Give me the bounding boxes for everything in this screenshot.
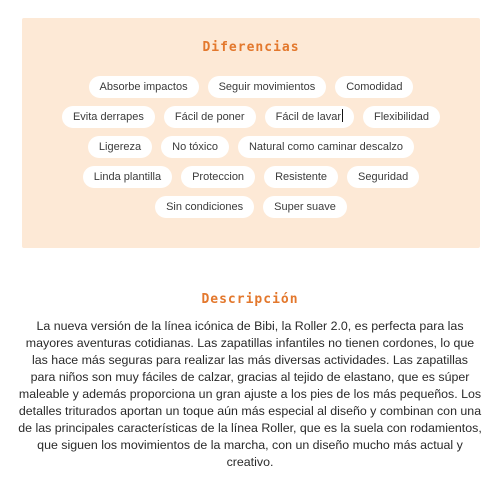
chip-evita-derrapes[interactable]: Evita derrapes [62,106,155,128]
differences-panel [22,18,480,248]
chip-resistente[interactable]: Resistente [264,166,338,188]
description-body: La nueva versión de la línea icónica de Bibi, la Roller 2.0, es perfecta para las mayores aventuras cotidianas. Las zapatillas infantiles no tienen cordones, lo que las hace más seguras para realizar las más diversas actividades. Las zapatillas para niños son muy fáciles de calzar, gracias al tejido de elastano, que es súper maleable y además proporciona un gran ajuste a los pies de los más pequeños. Los detalles triturados aportan un toque aún más especial al diseño y combinan con una de las principales características de la línea Roller, que es la suela con rodamientos, que siguen los movimientos de la marcha, con un diseño mucho más actual y creativo. [18,319,482,469]
chip-comodidad[interactable]: Comodidad [335,76,413,98]
chip-proteccion[interactable]: Proteccion [181,166,255,188]
chip-facil-de-lavar[interactable] [265,106,354,128]
chip-flexibilidad[interactable]: Flexibilidad [363,106,440,128]
chip-absorbe-impactos[interactable]: Absorbe impactos [89,76,199,98]
chip-sin-condiciones[interactable]: Sin condiciones [155,196,254,218]
chip-ligereza[interactable]: Ligereza [88,136,152,158]
feature-chip-list [22,76,480,226]
chip-seguridad[interactable]: Seguridad [347,166,419,188]
chip-seguir-movimientos[interactable]: Seguir movimientos [208,76,327,98]
chip-super-suave[interactable]: Super suave [263,196,347,218]
chip-facil-de-poner[interactable]: Fácil de poner [164,106,256,128]
text-cursor-icon [342,109,343,122]
chip-row [22,136,480,158]
chip-no-toxico[interactable]: No tóxico [161,136,229,158]
chip-row [22,106,480,128]
chip-row [22,76,480,98]
chip-row [22,166,480,188]
chip-natural-como-caminar-descalzo[interactable]: Natural como caminar descalzo [238,136,414,158]
chip-linda-plantilla[interactable]: Linda plantilla [83,166,172,188]
chip-facil-de-lavar-label: Fácil de lavar [275,111,342,123]
differences-title: Diferencias [202,40,300,55]
description-title: Descripción [201,292,299,307]
chip-row [22,196,480,218]
